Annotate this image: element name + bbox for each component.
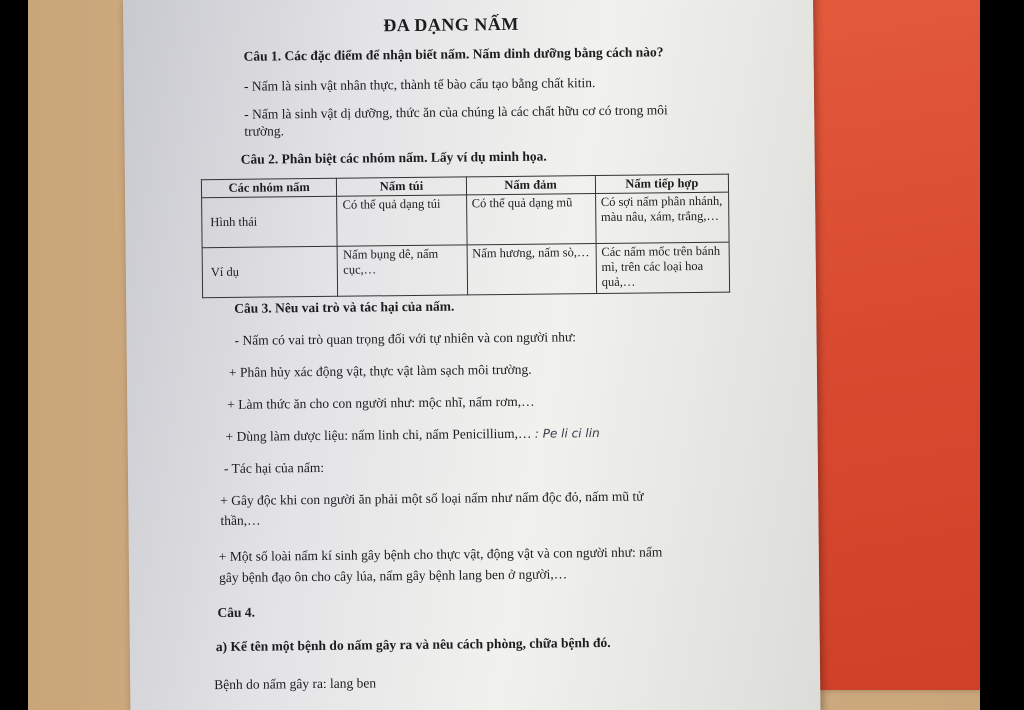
harm-item-1-line-1: + Gây độc khi con người ăn phải một số loại nấm như nấm độc đỏ, nấm mũ tử [220,488,644,509]
question-3-heading: Câu 3. Nêu vai trò và tác hại của nấm. [234,298,455,316]
harm-item-1-line-2: thần,… [220,512,261,529]
table-cell: Có thể quả dạng túi [337,195,467,246]
table-row [202,192,729,248]
role-intro: - Nấm có vai trò quan trọng đối với tự nhiên và con người như: [234,329,577,348]
table-header-cell: Nấm túi [337,177,466,196]
table-row-label: Ví dụ [202,246,338,297]
question-1-answer-2-line-2: trường. [244,123,285,139]
table-header-cell: Nấm tiếp hợp [595,174,729,193]
table-cell: Có sợi nấm phân nhánh, màu nâu, xám, trắng,… [595,192,729,243]
question-4a-heading: a) Kể tên một bệnh do nấm gây ra và nêu cách phòng, chữa bệnh đó. [215,634,611,655]
handwritten-note: : Pe li ci lin [534,426,600,441]
question-2-heading: Câu 2. Phân biệt các nhóm nấm. Lấy ví dụ minh họa. [240,148,547,167]
role-item-2: + Làm thức ăn cho con người như: mộc nhĩ, nấm rơm,… [227,393,535,412]
table-row [202,242,729,298]
role-item-1: + Phân hủy xác động vật, thực vật làm sạch môi trường. [228,361,532,380]
harm-intro: - Tác hại của nấm: [223,459,325,476]
question-1-answer-1: - Nấm là sinh vật nhân thực, thành tế bào cấu tạo bằng chất kitin. [243,75,596,94]
harm-item-2-line-1: + Một số loài nấm kí sinh gây bệnh cho thực vật, động vật và con người như: nấm [218,544,663,565]
photo-background [28,0,980,710]
question-4-heading: Câu 4. [217,604,256,621]
table-cell: Có thể quả dạng mũ [466,194,596,245]
page-title: ĐA DẠNG NẤM [383,13,519,36]
table-row-label: Hình thái [202,196,338,247]
table-cell: Nấm hương, nấm sò,… [467,244,597,295]
table-cell: Nấm bụng dê, nấm cục,… [338,245,468,296]
question-4a-answer: Bệnh do nấm gây ra: lang ben [214,675,377,693]
table-header-cell: Nấm đảm [466,176,595,195]
role-item-3-text: + Dùng làm dược liệu: nấm linh chi, nấm Penicillium,… [225,425,532,444]
role-item-3 [225,423,599,447]
fungi-groups-table [201,174,730,299]
table-header-cell: Các nhóm nấm [201,178,337,197]
harm-item-2-line-2: gây bệnh đạo ôn cho cây lúa, nấm gây bệnh lang ben ở người,… [218,566,568,586]
worksheet-page [123,0,821,710]
table-cell: Các nấm mốc trên bánh mì, trên các loại hoa quả,… [596,242,730,293]
question-1-heading: Câu 1. Các đặc điểm để nhận biết nấm. Nấm dinh dưỡng bằng cách nào? [243,44,664,64]
question-1-answer-2-line-1: - Nấm là sinh vật dị dưỡng, thức ăn của chúng là các chất hữu cơ có trong môi [244,102,668,122]
